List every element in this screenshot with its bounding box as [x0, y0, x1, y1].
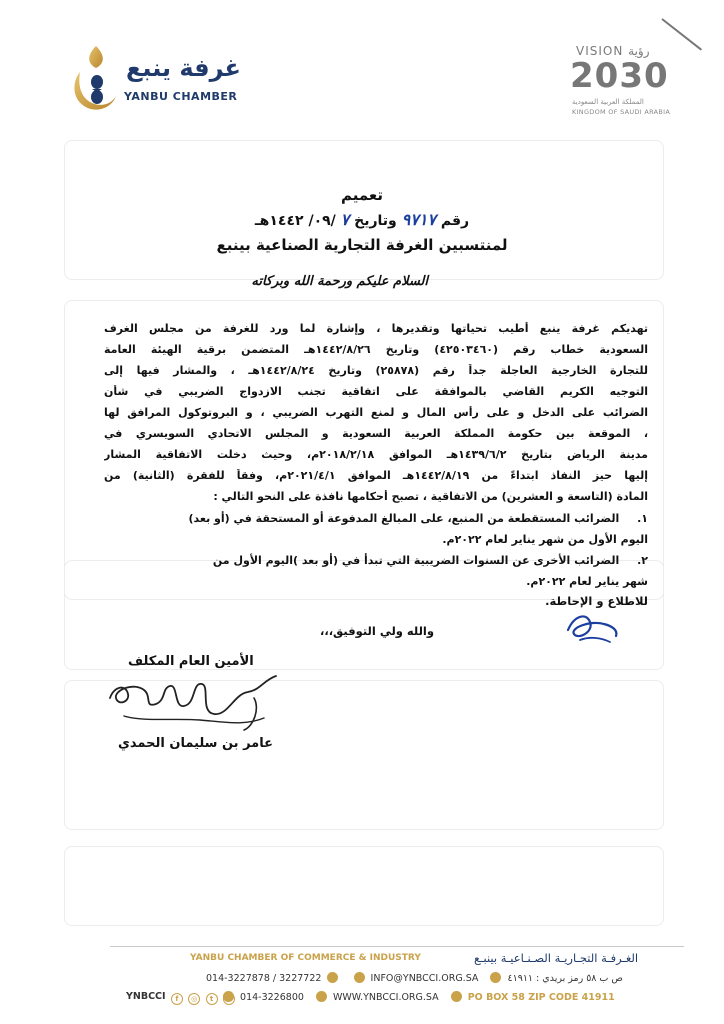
vision-2030-logo [556, 40, 676, 120]
logo-english-text: YANBU CHAMBER [124, 90, 238, 103]
email-icon [354, 972, 365, 983]
paragraph-line: تهديكم غرفة ينبع أطيب تحياتها وتقديرها ، وإشارة لما ورد للغرفة من مجلس الغرف [104, 322, 648, 335]
footer-social-handle: YNBCCI [126, 991, 166, 1002]
globe-icon [316, 991, 327, 1002]
paragraph-line: التوجيه الكريم القاضي بالموافقة على اتفاقية تجنب الازدواج الضريبي في شأن [104, 385, 648, 398]
footer-phones: 014-3227878 / 3227722 [206, 973, 322, 984]
paragraph-line: للتجارة الخارجية العاجلة جداً رقم (٢٥٨٧٨) وتاريخ ١٤٤٢/٨/٢٤هـ ، والمشار فيها إلى [104, 364, 648, 377]
vision-label: VISION رؤية [576, 44, 650, 58]
footer-website[interactable]: WWW.YNBCCI.ORG.SA [333, 992, 439, 1003]
paragraph-line: المادة (التاسعة و العشرين) من الاتفاقية ، تصبح أحكامها نافذة على النحو التالي : [213, 490, 648, 503]
date-day: ٧ [340, 210, 350, 229]
paragraph-line: السعودية خطاب رقم (٤٢٥٠٣٤٦٠) وتاريخ ١٤٤٢/٨/٢٦هـ المتضمن برقية الهيئة العامة [104, 343, 648, 356]
paragraph-line: الضرائب على الدخل و على رأس المال و لمنع التهرب الضريبي ، و البروتوكول المرافق لها [104, 406, 648, 419]
footer-org-arabic: الغـرفـة التجـاريـة الصـنـاعيـة بينبـع [474, 951, 639, 965]
item-text: الضرائب المستقطعة من المنبع، على المبالغ المدفوعة أو المستحقة في (أو بعد) [188, 512, 620, 525]
signatory-name: عامر بن سليمان الحمدي [118, 736, 273, 751]
item-text: الضرائب الأخرى عن السنوات الضريبية التي تبدأ في (أو بعد )اليوم الأول من [212, 554, 620, 567]
footer-divider [110, 946, 684, 947]
circular-title: تعميم [340, 186, 384, 204]
footer-social-row [126, 991, 235, 1005]
list-item-continuation: شهر يناير لعام ٢٠٢٢م. [526, 575, 648, 588]
list-item [104, 512, 648, 525]
vision-number: 2030 [570, 56, 669, 96]
facebook-icon[interactable]: f [171, 993, 183, 1005]
vision-arabic-caption: المملكة العربية السعودية [572, 98, 644, 106]
footer-po-box-arabic: ص ب ٥٨ رمز بريدي : ٤١٩١١ [507, 973, 623, 984]
handwritten-initial-icon [560, 600, 624, 648]
footer-email[interactable]: INFO@YNBCCI.ORG.SA [370, 973, 479, 984]
location-icon [451, 991, 462, 1002]
closing-note: للاطلاع و الإحاطة. [545, 594, 648, 608]
list-item-continuation: اليوم الأول من شهر يناير لعام ٢٠٢٢م. [442, 533, 648, 546]
logo-arabic-text: غرفة ينبع [126, 54, 241, 82]
chamber-emblem-icon [66, 42, 124, 114]
vision-english-caption: KINGDOM OF SAUDI ARABIA [572, 108, 671, 116]
paragraph-line: ، الموقعة بين حكومة المملكة العربية السعودية و المجلس الاتحادي السويسري في [104, 427, 648, 440]
item-number: ١. [637, 512, 648, 525]
twitter-icon[interactable]: t [206, 993, 218, 1005]
circular-number-date [0, 210, 724, 229]
number-label: رقم [440, 213, 470, 229]
yanbu-chamber-logo [62, 40, 241, 120]
signature-icon [104, 668, 284, 738]
footer-org-english: YANBU CHAMBER OF COMMERCE & INDUSTRY [190, 953, 421, 963]
circular-number: ٩٧١٧ [401, 210, 437, 229]
list-item [104, 554, 648, 567]
date-rest: /٠٩/ ١٤٤٢هـ [254, 213, 336, 229]
item-number: ٢. [637, 554, 648, 567]
instagram-icon[interactable]: ◎ [188, 993, 200, 1005]
footer-po-box-english: PO BOX 58 ZIP CODE 41911 [467, 992, 615, 1003]
fax-icon [223, 991, 234, 1002]
addressee: لمنتسبين الغرفة التجارية الصناعية بينبع [216, 236, 508, 254]
signatory-title: الأمين العام المكلف [128, 654, 254, 669]
phone-icon [327, 972, 338, 983]
mailbox-icon [490, 972, 501, 983]
greeting: السلام عليكم ورحمة الله وبركاته [251, 274, 428, 289]
footer-fax: 014-3226800 [240, 992, 304, 1003]
footer-contact-row [206, 972, 623, 984]
paragraph-line: مدينة الرياض بتاريخ ١٤٣٩/٦/٢هـ الموافق ٢٠١٨/٢/١٨م، وحيث دخلت الاتفاقية المشار [104, 448, 648, 461]
footer-web-row [220, 991, 615, 1003]
paragraph-line: إليها حيز النفاذ ابتداءً من ١٤٤٢/٨/١٩هـ الموافق ٢٠٢١/٤/١م، وفقاً للفقرة (الثانية) من [104, 469, 648, 482]
closing-blessing: والله ولي التوفيق،،، [319, 624, 434, 638]
date-label: وتاريخ [354, 213, 397, 229]
